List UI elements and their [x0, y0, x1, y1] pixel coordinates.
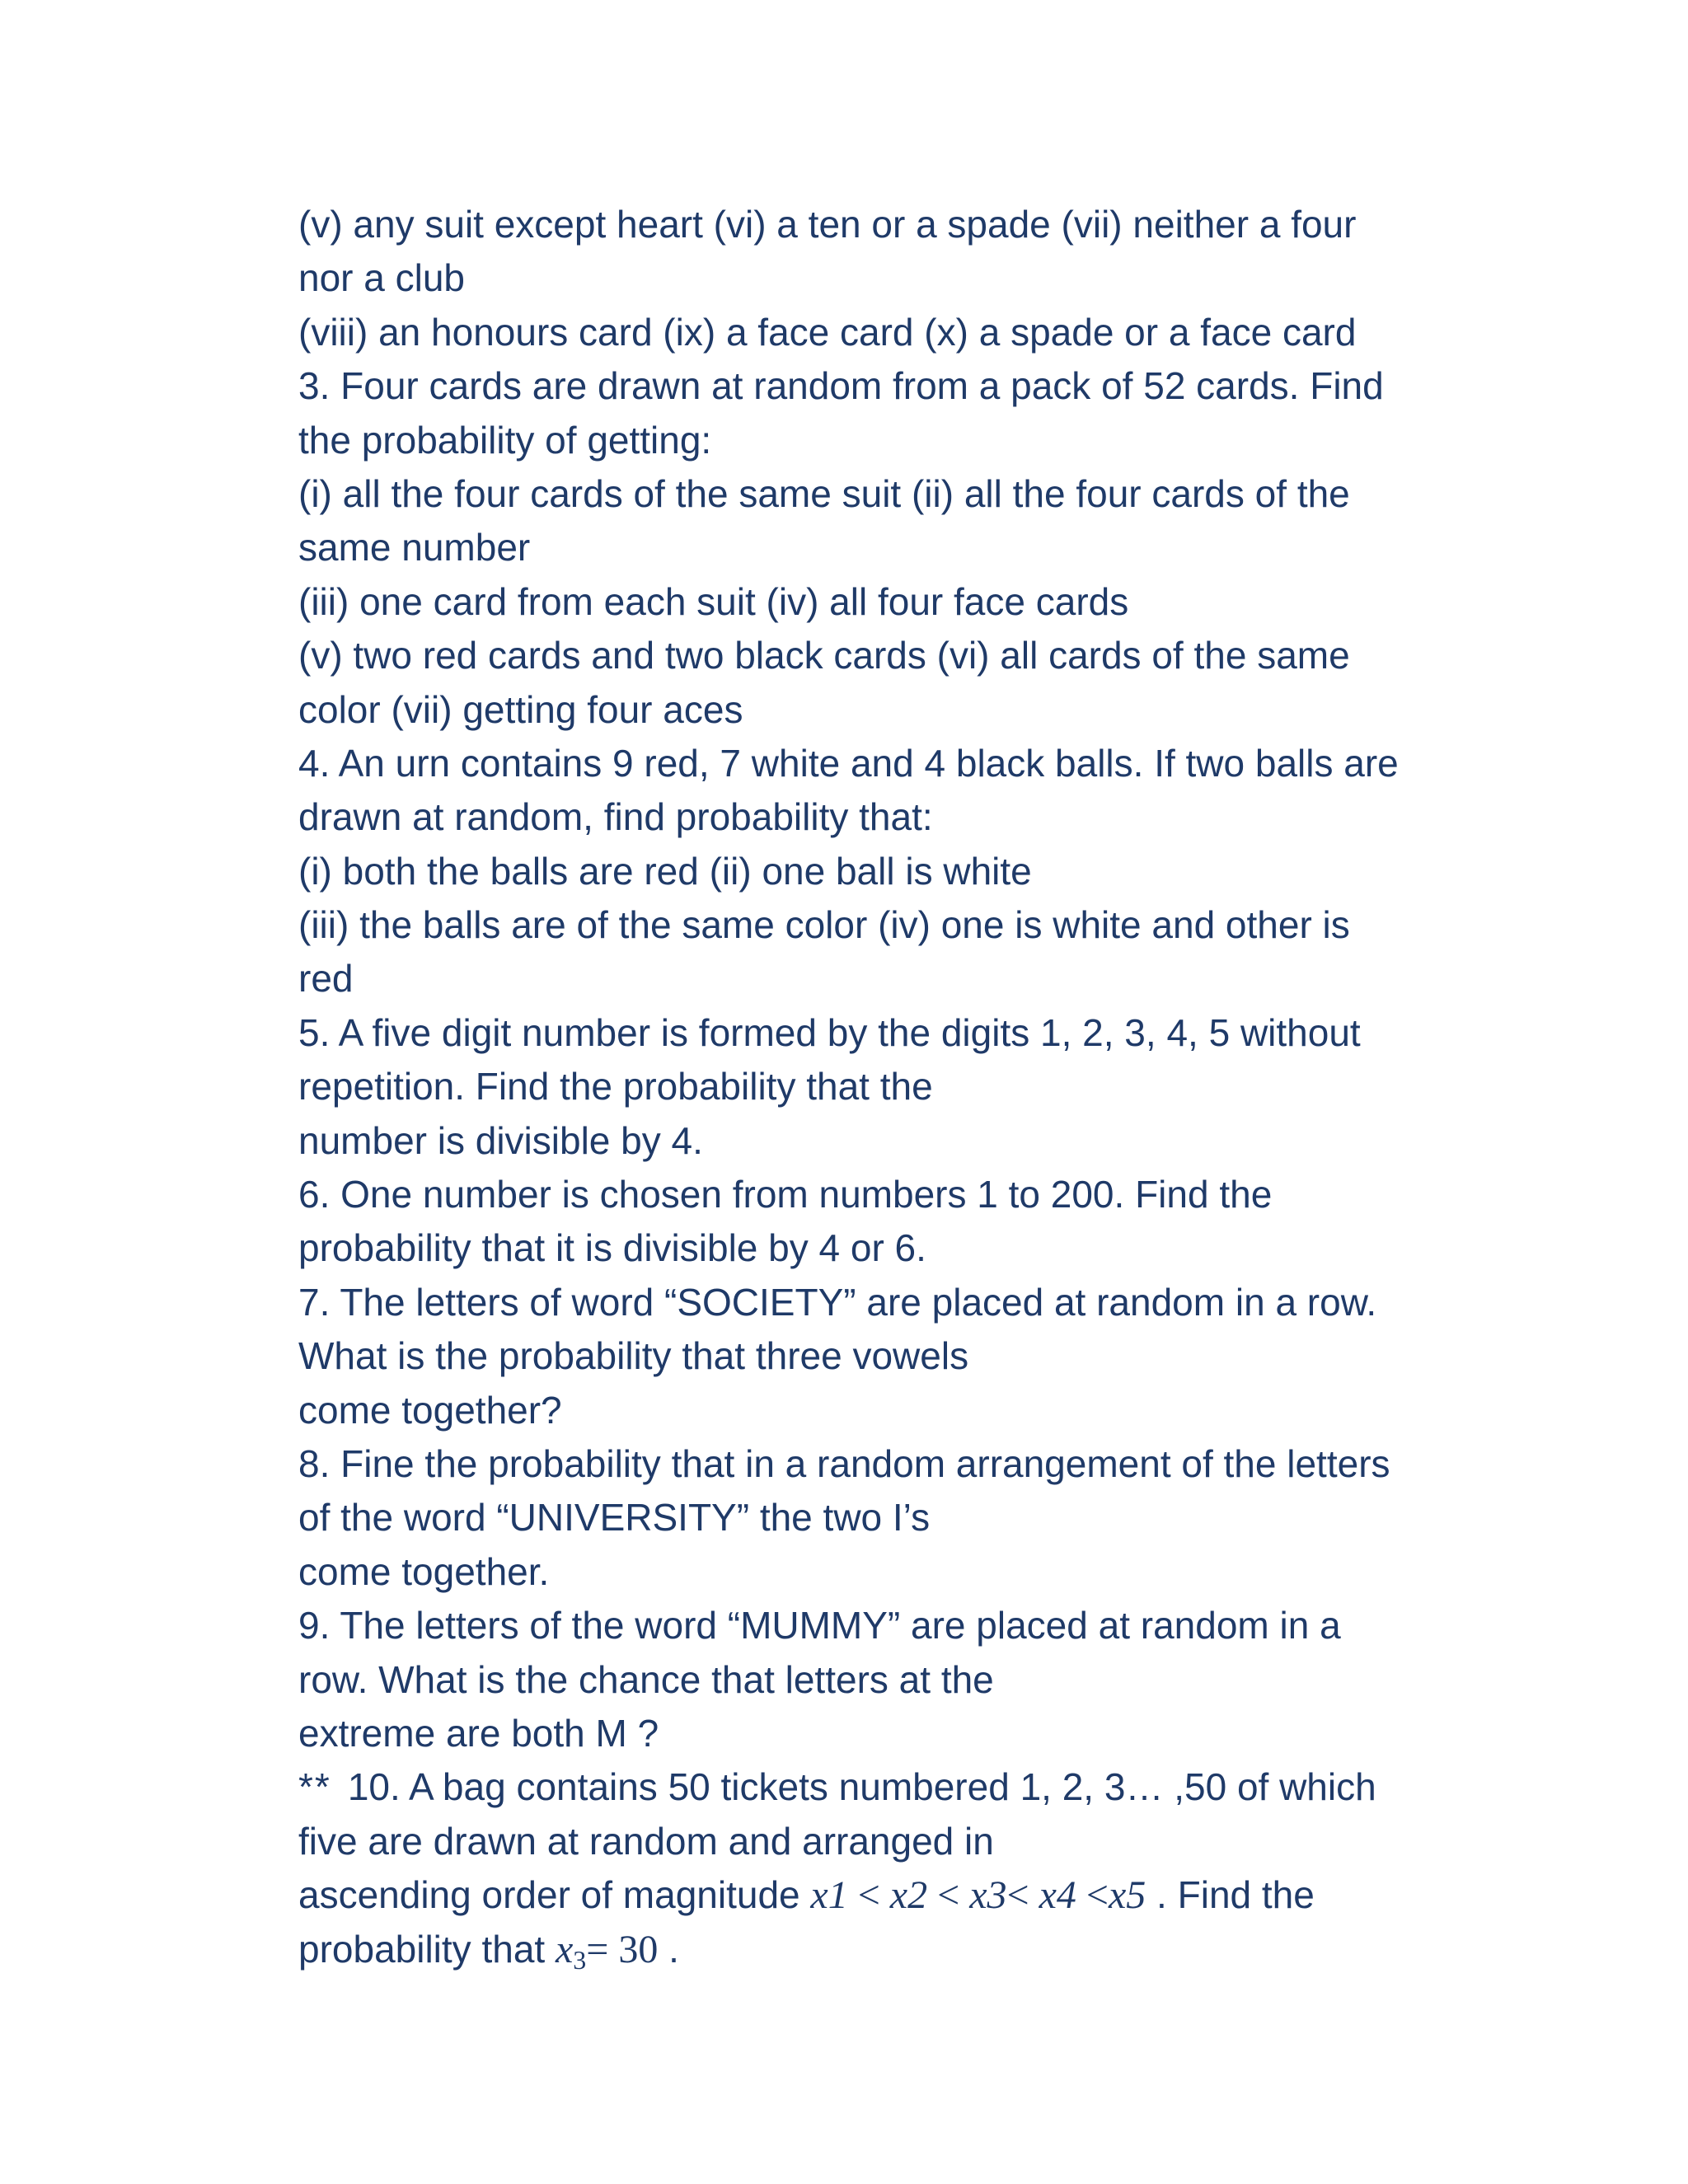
inequality-expression — [810, 1873, 1146, 1917]
text-line: (v) any suit except heart (vi) a ten or a spade (vii) neither a four — [298, 203, 1357, 246]
question-10-text: 10. A bag contains 50 tickets numbered 1, 2, 3… ,50 of which — [347, 1765, 1376, 1809]
text-line: extreme are both M ? — [298, 1711, 659, 1755]
math-var: x — [555, 1927, 574, 1971]
question-3-line: 3. Four cards are drawn at random from a pack of 52 cards. Find — [298, 364, 1384, 408]
text-line: (iii) one card from each suit (iv) all four face cards — [298, 579, 1129, 623]
math-var: x2 — [889, 1873, 928, 1918]
math-subscript: 3 — [573, 1944, 587, 1975]
equation-expression — [555, 1927, 659, 1975]
star-marker: ** — [298, 1765, 331, 1809]
problem-text — [298, 198, 1584, 1976]
question-7-line: 7. The letters of word “SOCIETY” are placed at random in a row. — [298, 1280, 1377, 1324]
text-line: What is the probability that three vowels — [298, 1334, 969, 1378]
line-text: . — [658, 1927, 679, 1971]
math-equals: = 30 — [586, 1927, 659, 1971]
text-line: (i) both the balls are red (ii) one ball is white — [298, 849, 1032, 893]
text-line — [298, 1868, 1584, 1922]
math-op: < — [1006, 1873, 1039, 1918]
text-line: row. What is the chance that letters at the — [298, 1657, 994, 1701]
question-6-line: 6. One number is chosen from numbers 1 to 200. Find the — [298, 1173, 1273, 1216]
math-var: x4 — [1039, 1873, 1076, 1918]
text-line: (v) two red cards and two black cards (vi) all cards of the same — [298, 634, 1350, 677]
text-line: nor a club — [298, 256, 466, 300]
question-5-line: 5. A five digit number is formed by the digits 1, 2, 3, 4, 5 without — [298, 1010, 1361, 1054]
text-line: probability that it is divisible by 4 or 6. — [298, 1226, 926, 1270]
math-var: x5 — [1108, 1873, 1146, 1918]
text-line: repetition. Find the probability that the — [298, 1065, 933, 1108]
text-line: (iii) the balls are of the same color (iv) one is white and other is — [298, 903, 1350, 947]
text-line: come together. — [298, 1549, 550, 1593]
math-var: x1 — [810, 1873, 848, 1918]
text-line: five are drawn at random and arranged in — [298, 1819, 994, 1863]
question-9-line: 9. The letters of the word “MUMMY” are placed at random in a — [298, 1604, 1341, 1647]
text-line: the probability of getting: — [298, 418, 712, 462]
text-line: red — [298, 957, 354, 1001]
text-line: (viii) an honours card (ix) a face card (x) a spade or a face card — [298, 310, 1357, 354]
question-10-line — [298, 1760, 1584, 1814]
text-line: of the word “UNIVERSITY” the two I’s — [298, 1496, 931, 1540]
line-text: probability that — [298, 1927, 556, 1971]
text-line: same number — [298, 526, 531, 569]
text-line: come together? — [298, 1388, 562, 1432]
math-op: < — [847, 1873, 890, 1918]
text-line: (i) all the four cards of the same suit (ii) all the four cards of the — [298, 471, 1350, 515]
line-text: . Find the — [1146, 1873, 1315, 1917]
math-op: < — [927, 1873, 970, 1918]
text-line: number is divisible by 4. — [298, 1118, 703, 1162]
math-var: x3 — [969, 1873, 1007, 1918]
text-line: color (vii) getting four aces — [298, 687, 743, 731]
math-op: < — [1076, 1873, 1109, 1918]
question-4-line: 4. An urn contains 9 red, 7 white and 4 black balls. If two balls are — [298, 741, 1399, 785]
line-text: ascending order of magnitude — [298, 1873, 811, 1917]
text-line: drawn at random, find probability that: — [298, 795, 933, 839]
question-8-line: 8. Fine the probability that in a random arrangement of the letters — [298, 1441, 1390, 1485]
text-line — [298, 1923, 1584, 1976]
